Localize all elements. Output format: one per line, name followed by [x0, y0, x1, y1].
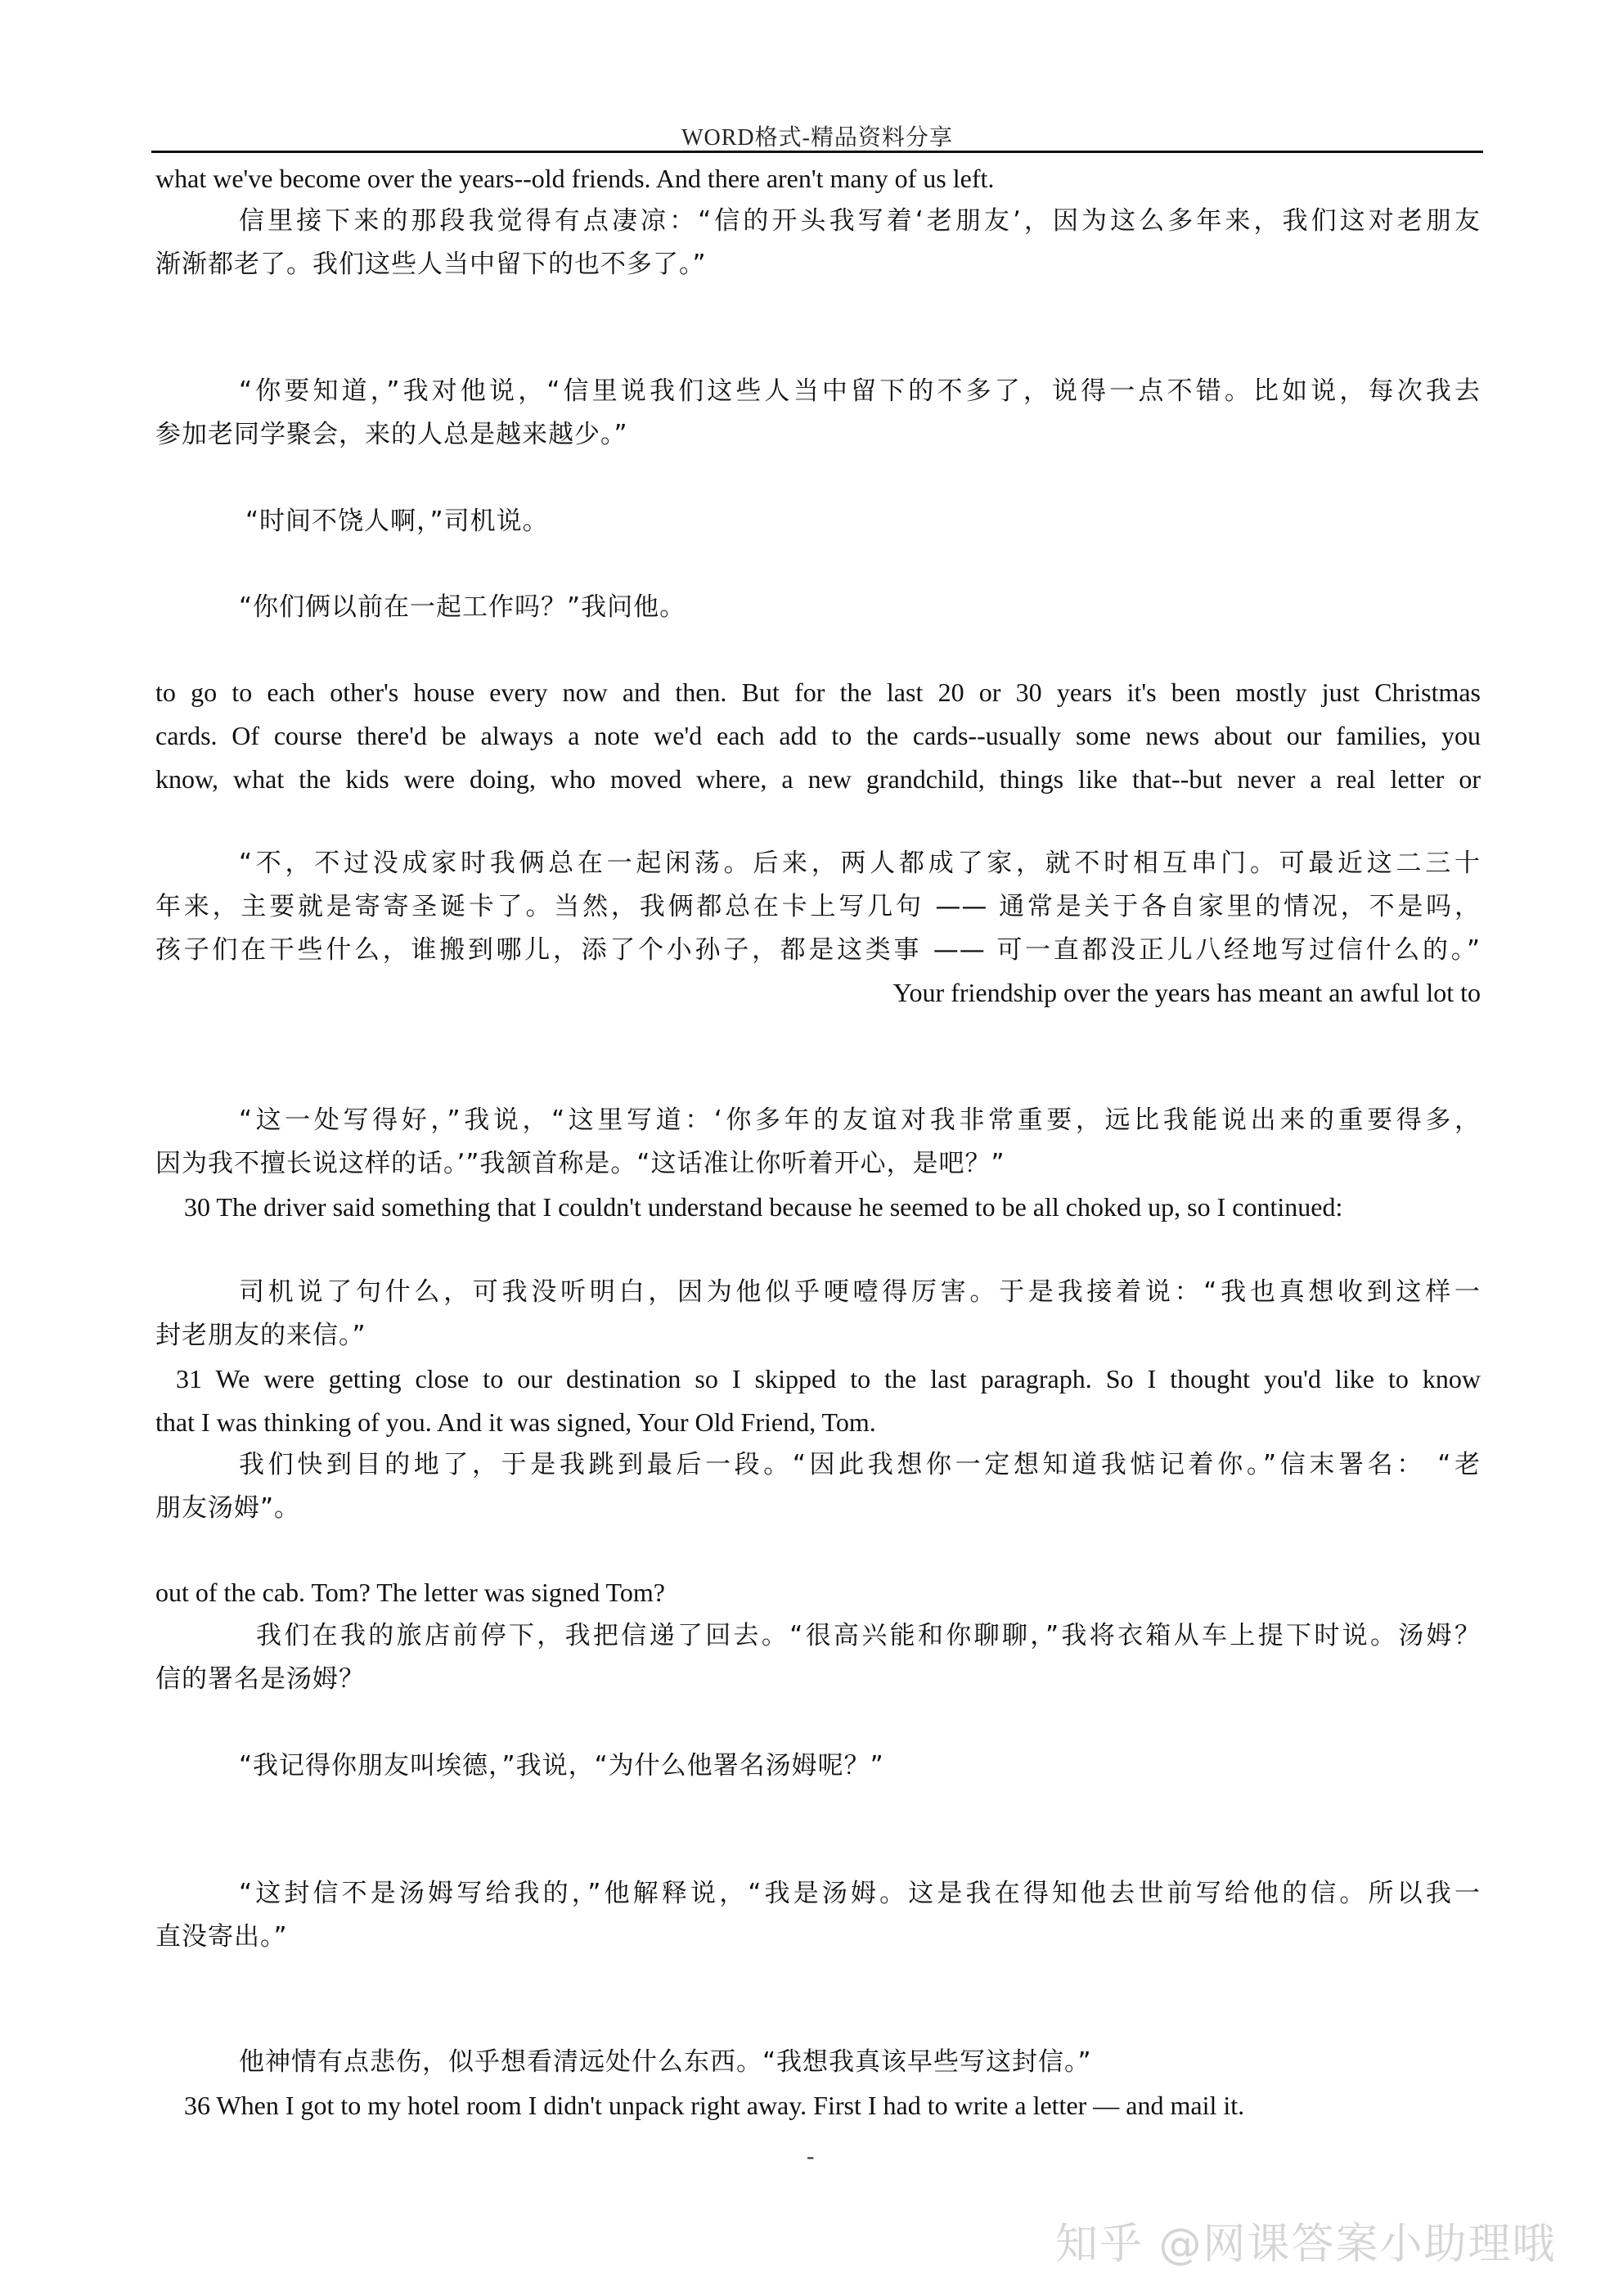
text-line: 直没寄出。”: [155, 1922, 288, 1952]
text-line: 朋友汤姆”。: [155, 1493, 301, 1523]
text-line: “这一处写得好，”我说，“这里写道：‘你多年的友谊对我非常重要，远比我能说出来的重要得多，: [239, 1105, 1481, 1135]
text-line: 我们快到目的地了，于是我跳到最后一段。“因此我想你一定想知道我惦记着你。”信末署名： “老: [239, 1450, 1481, 1479]
text-line: “你要知道，”我对他说，“信里说我们这些人当中留下的不多了，说得一点不错。比如说，每次我去: [239, 376, 1481, 406]
text-line: 信的署名是汤姆？: [155, 1664, 365, 1694]
text-line: 参加老同学聚会，来的人总是越来越少。”: [155, 420, 628, 449]
text-line: “时间不饶人啊，”司机说。: [245, 506, 549, 536]
text-line: 31 We were getting close to our destination so I skipped to the last paragraph. So I thought you'd like to know: [176, 1364, 1481, 1393]
text-line: what we've become over the years--old friends. And there aren't many of us left.: [155, 164, 995, 193]
text-line: know, what the kids were doing, who moved where, a new grandchild, things like that--but never a real letter or: [155, 764, 1481, 794]
text-line: 30 The driver said something that I couldn't understand because he seemed to be all choked up, so I continued:: [184, 1192, 1343, 1222]
text-line: 他神情有点悲伤，似乎想看清远处什么东西。“我想我真该早些写这封信。”: [239, 2047, 1092, 2077]
page-number-mark: -: [807, 2144, 815, 2169]
text-line: Your friendship over the years has meant an awful lot to: [892, 978, 1481, 1007]
text-line: 渐渐都老了。我们这些人当中留下的也不多了。”: [155, 250, 707, 279]
text-line: “这封信不是汤姆写给我的，”他解释说，“我是汤姆。这是我在得知他去世前写给他的信。所以我一: [239, 1879, 1481, 1908]
page-header: WORD格式-精品资料分享: [681, 125, 953, 151]
text-line: “不，不过没成家时我俩总在一起闲荡。后来，两人都成了家，就不时相互串门。可最近这二三十: [239, 849, 1481, 878]
watermark-text: 知乎 @网课答案小助理哦: [1055, 2220, 1557, 2269]
text-line: 年来，主要就是寄寄圣诞卡了。当然，我俩都总在卡上写几句 —— 通常是关于各自家里的情况，不是吗，: [155, 892, 1481, 921]
text-line: “我记得你朋友叫埃德，”我说，“为什么他署名汤姆呢？”: [239, 1751, 884, 1781]
text-line: 封老朋友的来信。”: [155, 1321, 366, 1350]
text-line: 信里接下来的那段我觉得有点凄凉：“信的开头我写着‘老朋友’，因为这么多年来，我们这对老朋友: [239, 206, 1481, 236]
text-line: 因为我不擅长说这样的话。’”我颔首称是。“这话准让你听着开心，是吧？”: [155, 1149, 1005, 1178]
text-line: cards. Of course there'd be always a note we'd each add to the cards--usually some news about our families, you: [155, 721, 1481, 750]
text-line: out of the cab. Tom? The letter was signed Tom?: [155, 1578, 665, 1607]
text-line: that I was thinking of you. And it was signed, Your Old Friend, Tom.: [155, 1407, 876, 1437]
text-line: 36 When I got to my hotel room I didn't unpack right away. First I had to write a letter — and mail it.: [184, 2091, 1245, 2120]
header-divider: [151, 151, 1483, 153]
text-line: “你们俩以前在一起工作吗？”我问他。: [239, 592, 686, 622]
text-line: 孩子们在干些什么，谁搬到哪儿，添了个小孙子，都是这类事 —— 可一直都没正儿八经地写过信什么的。”: [155, 935, 1481, 965]
text-line: 我们在我的旅店前停下，我把信递了回去。“很高兴能和你聊聊，”我将衣箱从车上提下时说。汤姆？: [256, 1621, 1481, 1650]
text-line: to go to each other's house every now and then. But for the last 20 or 30 years it's been mostly just Christmas: [155, 678, 1481, 707]
text-line: 司机说了句什么，可我没听明白，因为他似乎哽噎得厉害。于是我接着说：“我也真想收到这样一: [239, 1277, 1481, 1307]
